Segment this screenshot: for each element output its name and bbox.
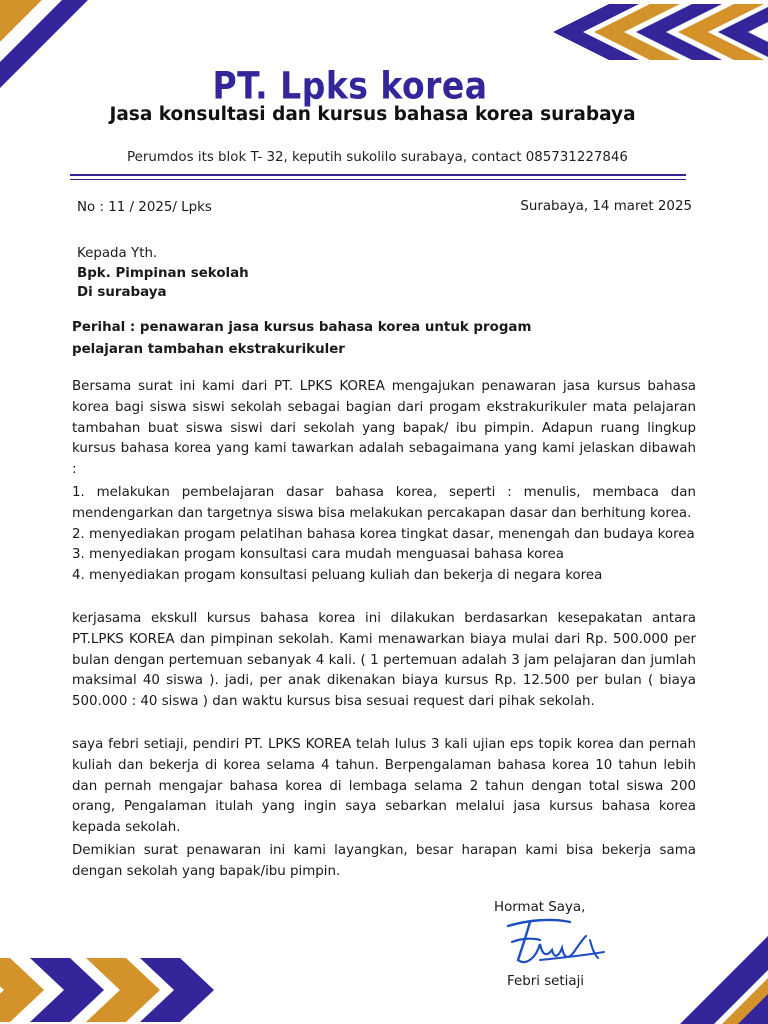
letter-date: Surabaya, 14 maret 2025 xyxy=(520,199,692,214)
intro-paragraph: Bersama surat ini kami dari PT. LPKS KOREA mengajukan penawaran jasa kursus bahasa korea bagi siswa siswi sekolah sebagai bagian dari progam ekstrakurikuler mata pelajaran tambahan buat siswa siswi dari sekolah yang bapak/ ibu pimpin. Adapun ruang lingkup kursus bahasa korea yang kami tawarkan adalah sebagaimana yang kami jelaskan dibawah : xyxy=(72,379,696,478)
subject-line-1: Perihal : penawaran jasa kursus bahasa korea untuk progam xyxy=(72,320,532,335)
closing-salutation: Hormat Saya, xyxy=(494,900,586,915)
company-name: PT. Lpks korea xyxy=(212,64,488,108)
letter-subject xyxy=(72,317,532,360)
company-address: Perumdos its blok T- 32, keputih sukolilo surabaya, contact 085731227846 xyxy=(127,150,628,165)
header-rule-thick xyxy=(70,174,686,176)
bottom-left-chevrons xyxy=(0,952,225,1024)
list-item: 2. menyediakan progam pelatihan bahasa korea tingkat dasar, menengah dan budaya korea xyxy=(72,526,695,542)
recipient-location: Di surabaya xyxy=(77,285,167,300)
list-item: 1. melakukan pembelajaran dasar bahasa korea, seperti : menulis, membaca dan mendengarkan dan targetnya siswa bisa melakukan percakapan dasar dan berhitung korea. xyxy=(72,485,696,521)
handwritten-signature xyxy=(500,914,610,976)
top-right-chevrons xyxy=(550,0,768,65)
recipient-name: Bpk. Pimpinan sekolah xyxy=(77,265,249,281)
recipient-block xyxy=(77,244,249,303)
cost-paragraph: kerjasama ekskull kursus bahasa korea ini dilakukan berdasarkan kesepakatan antara PT.LPKS KOREA dan pimpinan sekolah. Kami menawarkan biaya mulai dari Rp. 500.000 per bulan dengan pertemuan sebanyak 4 kali. ( 1 pertemuan adalah 3 jam pelajaran dan jumlah maksimal 40 siswa ). jadi, per anak dikenakan biaya kursus Rp. 12.500 per bulan ( biaya 500.000 : 40 siswa ) dan waktu kursus bisa sesuai request dari pihak sekolah. xyxy=(72,611,696,710)
signer-name: Febri setiaji xyxy=(507,974,585,989)
list-item: 4. menyediakan progam konsultasi peluang kuliah dan bekerja di negara korea xyxy=(72,568,603,584)
subject-line-2: pelajaran tambahan ekstrakurikuler xyxy=(72,341,345,357)
scope-list xyxy=(72,483,696,587)
recipient-greeting: Kepada Yth. xyxy=(77,246,158,261)
header-rule-thin xyxy=(70,179,686,180)
list-item: 3. menyediakan progam konsultasi cara mudah menguasai bahasa korea xyxy=(72,547,564,563)
letter-number: No : 11 / 2025/ Lpks xyxy=(77,200,212,215)
company-tagline: Jasa konsultasi dan kursus bahasa korea surabaya xyxy=(109,104,636,125)
closing-paragraph: Demikian surat penawaran ini kami layangkan, besar harapan kami bisa bekerja sama dengan sekolah yang bapak/ibu pimpin. xyxy=(72,843,696,879)
founder-paragraph: saya febri setiaji, pendiri PT. LPKS KOREA telah lulus 3 kali ujian eps topik korea dan pernah kuliah dan bekerja di korea selama 4 tahun. Berpengalaman bahasa korea 10 tahun lebih dan pernah mengajar bahasa korea di lembaga selama 2 tahun dengan total siswa 200 orang, Pengalaman itulah yang ingin saya sebarkan melalui jasa kursus bahasa korea kepada sekolah. xyxy=(72,737,696,836)
bottom-right-decoration xyxy=(680,930,768,1024)
